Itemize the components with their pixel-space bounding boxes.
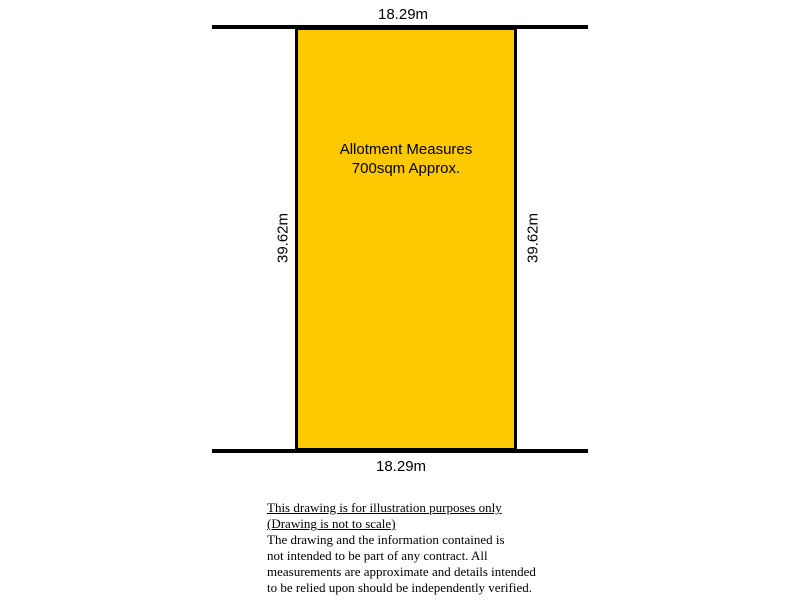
disclaimer-scale-note: (Drawing is not to scale) — [267, 516, 396, 531]
disclaimer — [267, 500, 567, 596]
disclaimer-line: The drawing and the information contained is — [267, 532, 505, 547]
top-dimension-label: 18.29m — [378, 6, 429, 23]
allotment-label — [295, 140, 517, 178]
disclaimer-line: measurements are approximate and details intended — [267, 564, 536, 579]
disclaimer-line: not intended to be part of any contract. All — [267, 548, 488, 563]
disclaimer-heading: This drawing is for illustration purposes only — [267, 500, 502, 515]
allotment-title: Allotment Measures — [339, 141, 473, 158]
bottom-dimension-label: 18.29m — [376, 458, 427, 475]
allotment-area — [295, 27, 517, 451]
right-dimension-label: 39.62m — [524, 212, 542, 264]
left-dimension-label: 39.62m — [274, 212, 292, 264]
disclaimer-line: to be relied upon should be independently verified. — [267, 580, 532, 595]
allotment-area-text: 700sqm Approx. — [351, 160, 461, 177]
